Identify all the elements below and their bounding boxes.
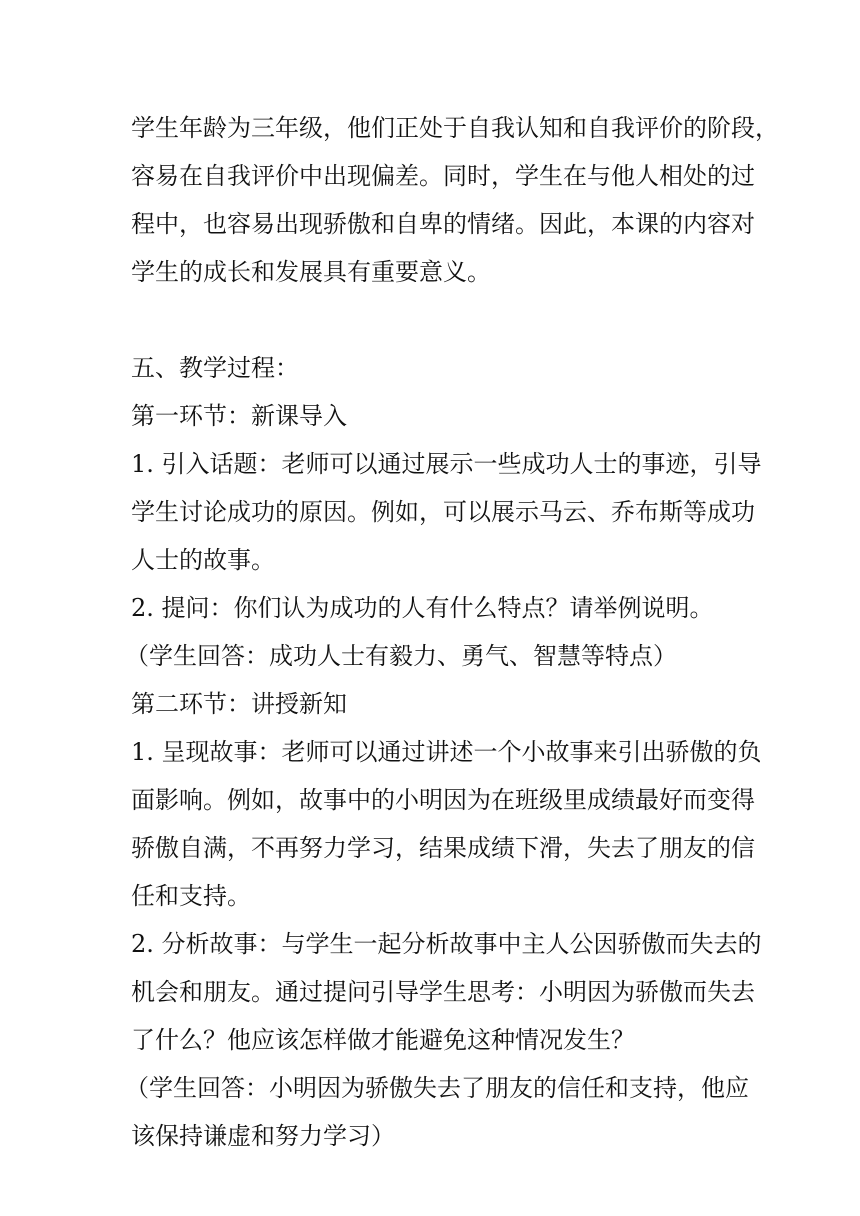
part-1 xyxy=(125,392,762,680)
text-line: （学生回答：小明因为骄傲失去了朋友的信任和支持，他应 xyxy=(125,1074,749,1102)
section-heading: 五、教学过程： xyxy=(131,354,299,382)
student-answer: （学生回答：成功人士有毅力、勇气、智慧等特点） xyxy=(125,642,677,670)
list-item xyxy=(131,920,762,1064)
paragraph-spacer xyxy=(131,296,741,344)
list-item xyxy=(131,440,762,584)
text-line: 学生年龄为三年级，他们正处于自我认知和自我评价的阶段， xyxy=(131,114,779,142)
student-answer xyxy=(125,1064,749,1160)
list-item xyxy=(131,728,762,920)
text-line: 容易在自我评价中出现偏差。同时，学生在与他人相处的过 xyxy=(131,162,755,190)
text-line: 学生的成长和发展具有重要意义。 xyxy=(131,258,491,286)
text-line: 程中，也容易出现骄傲和自卑的情绪。因此，本课的内容对 xyxy=(131,210,755,238)
text-line: 机会和朋友。通过提问引导学生思考：小明因为骄傲而失去 xyxy=(131,978,755,1006)
part-2 xyxy=(125,680,762,1160)
text-line: 任和支持。 xyxy=(131,882,251,910)
text-line: 1. 引入话题：老师可以通过展示一些成功人士的事迹，引导 xyxy=(131,450,762,478)
intro-paragraph xyxy=(131,104,779,296)
text-line: 2. 分析故事：与学生一起分析故事中主人公因骄傲而失去的 xyxy=(131,930,762,958)
text-line: 学生讨论成功的原因。例如，可以展示马云、乔布斯等成功 xyxy=(131,498,755,526)
text-line: 人士的故事。 xyxy=(131,546,275,574)
text-line: 了什么？他应该怎样做才能避免这种情况发生？ xyxy=(131,1026,635,1054)
list-item: 2. 提问：你们认为成功的人有什么特点？请举例说明。 xyxy=(131,594,714,622)
part-title: 第一环节：新课导入 xyxy=(131,402,347,430)
document-body xyxy=(125,104,779,1160)
text-line: 骄傲自满，不再努力学习，结果成绩下滑，失去了朋友的信 xyxy=(131,834,755,862)
text-line: 该保持谦虚和努力学习） xyxy=(131,1122,395,1150)
text-line: 1. 呈现故事：老师可以通过讲述一个小故事来引出骄傲的负 xyxy=(131,738,762,766)
part-title: 第二环节：讲授新知 xyxy=(131,690,347,718)
text-line: 面影响。例如，故事中的小明因为在班级里成绩最好而变得 xyxy=(131,786,755,814)
